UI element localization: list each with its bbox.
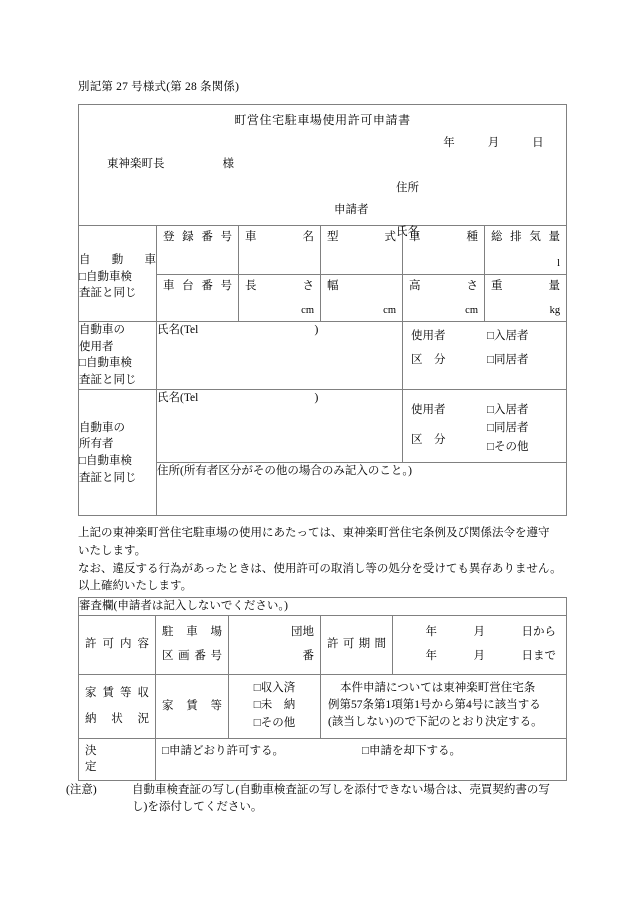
period-to-day: 日まで	[521, 650, 556, 663]
user-kubun-option-0[interactable]: □入居者	[487, 330, 529, 342]
rent-label-cell	[156, 674, 229, 738]
owner-address-note: 住所(所有者区分がその他の場合のみ記入のこと。)	[157, 464, 412, 477]
length-cell[interactable]	[239, 275, 321, 322]
owner-axis-checkbox-cont: 査証と同じ	[79, 471, 137, 484]
applicant-label: 申請者	[334, 203, 369, 216]
date-line	[443, 135, 544, 152]
weight-label: 重 量	[491, 280, 561, 292]
car-name-cell[interactable]	[239, 226, 321, 275]
displacement-label: 総 排 気 量	[491, 231, 561, 243]
addressee-line	[107, 156, 234, 173]
review-header-cell: 審査欄(申請者は記入しないでください。)	[79, 598, 567, 616]
user-axis-checkbox-cont: 査証と同じ	[79, 374, 137, 387]
permit-period-label: 許 可 期 間	[327, 638, 386, 651]
period-from-day: 日から	[521, 626, 556, 639]
applicant-label-row	[334, 199, 419, 221]
permit-content-label-cell	[79, 615, 156, 674]
decision-options-cell[interactable]	[156, 738, 567, 780]
rent-options-cell[interactable]	[229, 674, 321, 738]
pledge-line-4: 以上確約いたします。	[78, 580, 193, 593]
ban-label: 番	[302, 650, 314, 663]
displacement-unit: l	[557, 257, 561, 269]
rent-option-0[interactable]: □収入済	[253, 681, 296, 694]
chassis-number-cell[interactable]	[157, 275, 239, 322]
applicant-name-row	[334, 221, 419, 243]
owner-axis-cell	[79, 389, 157, 515]
owner-kubun-cell[interactable]	[403, 389, 567, 462]
owner-axis-line1: 自動車の	[79, 421, 125, 434]
rent-option-2[interactable]: □その他	[253, 717, 296, 730]
vehicle-axis-cell	[79, 226, 157, 322]
period-from-month: 月	[473, 626, 485, 639]
period-to-row	[399, 648, 556, 665]
model-label: 型 式	[327, 231, 396, 243]
legal-line-2: 例第57条第1項第1号から第4号に該当する	[328, 698, 541, 711]
form-number: 別記第 27 号様式(第 28 条関係)	[78, 81, 240, 93]
review-table	[78, 597, 567, 781]
footnote-line-2: し)を添付してください。	[132, 801, 263, 814]
permit-content-label: 許 可 内 容	[85, 638, 149, 651]
user-axis-cell	[79, 322, 157, 390]
width-cell[interactable]	[321, 275, 403, 322]
owner-name-tel-cell[interactable]	[157, 389, 403, 462]
height-label: 高 さ	[409, 280, 478, 292]
period-to-year: 年	[425, 650, 437, 663]
applicant-block	[334, 177, 419, 243]
owner-name-tel-label: 氏名(Tel	[157, 391, 199, 404]
period-from-row	[399, 624, 556, 641]
rent-status-row	[79, 674, 567, 738]
applicant-name-label: 氏名	[396, 225, 419, 238]
vehicle-axis-checkbox[interactable]: □自動車検	[79, 270, 132, 283]
registration-number-label: 登 録 番 号	[163, 231, 232, 243]
width-label: 幅	[327, 280, 339, 292]
date-month-label: 月	[487, 137, 500, 149]
footnote	[66, 782, 576, 817]
applicant-address-label: 住所	[396, 181, 419, 194]
rent-status-label-1: 家 賃 等 収	[85, 686, 149, 699]
vehicle-axis-checkbox-cont: 査証と同じ	[79, 287, 137, 300]
decision-label: 決 定	[85, 744, 143, 774]
owner-kubun-label-2: 区 分	[411, 434, 446, 447]
pledge-line-3: なお、違反する行為があったときは、使用許可の取消し等の処分を受けても異存ありません。	[78, 562, 562, 575]
owner-tel-close-paren: )	[314, 391, 319, 404]
user-kubun-label-1: 使用者	[411, 330, 446, 342]
danchi-label: 団地	[291, 626, 314, 639]
pledge-paragraph	[78, 525, 570, 596]
page-title: 町営住宅駐車場使用許可申請書	[234, 113, 411, 127]
parking-lot-label-cell	[156, 615, 229, 674]
footnote-line-1: 自動車検査証の写し(自動車検査証の写しを添付できない場合は、売買契約書の写	[132, 784, 550, 796]
decision-option-1[interactable]: □申請を却下する。	[362, 744, 461, 757]
decision-row	[79, 738, 567, 780]
width-unit: cm	[383, 304, 396, 316]
rent-status-label-cell	[79, 674, 156, 738]
owner-address-cell[interactable]	[157, 462, 567, 515]
length-label: 長 さ	[245, 280, 314, 292]
rent-status-label-2: 納 状 況	[85, 713, 149, 726]
period-to-month: 月	[473, 650, 485, 663]
owner-axis-checkbox[interactable]: □自動車検	[79, 455, 132, 468]
height-unit: cm	[465, 304, 478, 316]
rent-option-1[interactable]: □未 納	[253, 699, 296, 712]
danchi-ban-cell[interactable]	[229, 615, 321, 674]
rent-label: 家 賃 等	[162, 699, 222, 712]
height-cell[interactable]	[403, 275, 485, 322]
user-kubun-cell[interactable]	[403, 322, 567, 390]
registration-number-cell[interactable]	[157, 226, 239, 275]
decision-label-cell	[79, 738, 156, 780]
application-main-table	[78, 104, 567, 516]
owner-axis-line2: 所有者	[79, 438, 114, 451]
weight-cell[interactable]	[485, 275, 567, 322]
review-header-row	[79, 598, 567, 616]
permit-content-row	[79, 615, 567, 674]
applicant-address-row	[334, 177, 419, 199]
header-row	[79, 105, 567, 226]
vehicle-axis-label: 自 動 車	[79, 254, 156, 266]
date-year-label: 年	[443, 137, 456, 149]
footnote-lead: (注意)	[66, 784, 97, 796]
user-name-tel-label: 氏名(Tel	[157, 324, 199, 336]
period-from-year: 年	[425, 626, 437, 639]
owner-kubun-label-1: 使用者	[411, 403, 446, 416]
legal-basis-cell	[321, 674, 567, 738]
weight-unit: kg	[549, 304, 561, 316]
displacement-cell[interactable]	[485, 226, 567, 275]
addressee-name: 東神楽町長	[107, 158, 165, 170]
parking-lot-label: 駐 車 場	[162, 626, 222, 639]
owner-kubun-option-2[interactable]: □その他	[487, 441, 529, 454]
legal-line-1: 本件申請については東神楽町営住宅条	[340, 681, 536, 694]
permit-period-dates-cell[interactable]	[393, 615, 567, 674]
decision-option-0[interactable]: □申請どおり許可する。	[162, 744, 284, 757]
owner-section-row	[79, 389, 567, 462]
user-axis-line2: 使用者	[79, 340, 114, 353]
chassis-number-label: 車 台 番 号	[163, 280, 232, 292]
owner-kubun-option-0[interactable]: □入居者	[487, 403, 529, 416]
user-axis-line1: 自動車の	[79, 324, 125, 336]
pledge-line-1: 上記の東神楽町営住宅駐車場の使用にあたっては、東神楽町営住宅条例及び関係法令を遵守	[78, 527, 550, 539]
user-axis-checkbox[interactable]: □自動車検	[79, 357, 132, 370]
car-name-label: 車 名	[245, 231, 314, 243]
pledge-line-2: いたします。	[78, 544, 147, 557]
lot-number-label: 区 画 番 号	[162, 650, 222, 663]
user-section-row	[79, 322, 567, 390]
owner-kubun-option-1[interactable]: □同居者	[487, 422, 529, 435]
length-unit: cm	[301, 304, 314, 316]
date-day-label: 日	[532, 137, 545, 149]
user-name-tel-cell[interactable]	[157, 322, 403, 390]
car-type-label: 車 種	[409, 231, 478, 243]
user-kubun-option-1[interactable]: □同居者	[487, 353, 529, 366]
user-tel-close-paren: )	[314, 324, 319, 336]
legal-line-3: (該当しない)ので下記のとおり決定する。	[328, 716, 543, 729]
addressee-honorific: 様	[222, 158, 234, 170]
user-kubun-label-2: 区 分	[411, 353, 446, 366]
permit-period-label-cell	[321, 615, 393, 674]
vehicle-row-1	[79, 226, 567, 275]
